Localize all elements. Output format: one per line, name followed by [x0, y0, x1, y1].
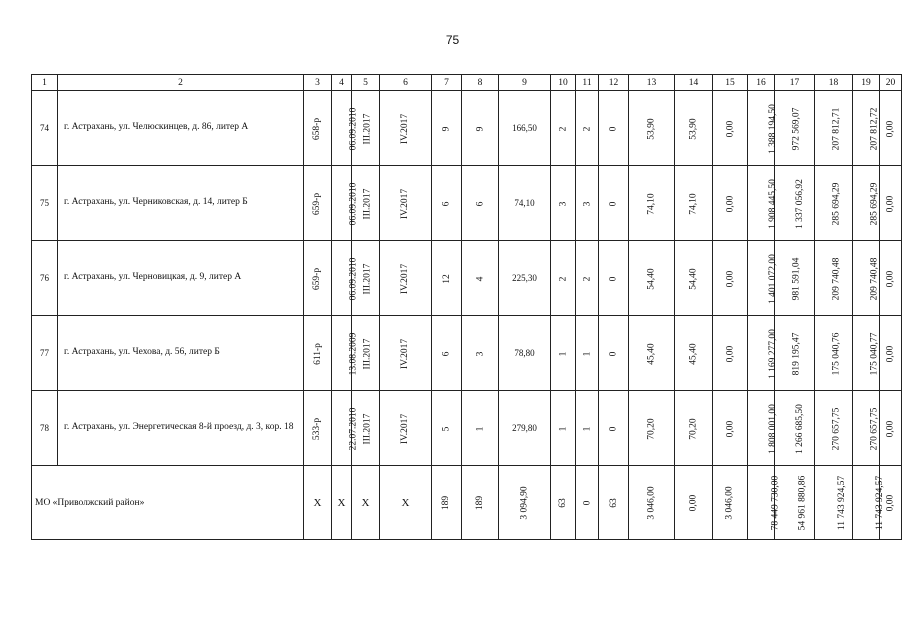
address-cell: г. Астрахань, ул. Черниковская, д. 14, литер Б	[58, 166, 304, 241]
total-value-cell: X	[380, 466, 432, 540]
value-cell	[815, 166, 853, 241]
value-cell-text: 06.09.2010	[348, 107, 359, 150]
value-cell	[432, 91, 462, 166]
value-cell-text: III.2017	[362, 263, 373, 294]
value-cell	[551, 241, 576, 316]
value-cell-text: 285 694,29	[869, 182, 880, 225]
header-row	[32, 75, 902, 91]
value-cell-text: 53,90	[646, 117, 657, 140]
total-value-cell	[713, 466, 748, 540]
value-cell	[775, 391, 815, 466]
value-cell	[713, 316, 748, 391]
value-cell	[713, 91, 748, 166]
value-cell	[576, 316, 599, 391]
value-cell-text: 9	[441, 126, 452, 131]
total-value-cell-text: 0,00	[885, 494, 896, 512]
value-cell-text: 6	[441, 201, 452, 206]
value-cell-text: 270 657,75	[831, 407, 842, 450]
value-cell-text: 1 388 194,50	[767, 103, 778, 154]
column-header: 12	[599, 75, 629, 91]
column-header: 2	[58, 75, 304, 91]
value-cell-text: IV.2017	[400, 113, 411, 144]
value-cell: 74,10	[499, 166, 551, 241]
column-header: 4	[332, 75, 352, 91]
value-cell: 225,30	[499, 241, 551, 316]
column-header: 10	[551, 75, 576, 91]
value-cell-text: 819 195,47	[791, 332, 802, 375]
value-cell	[853, 391, 880, 466]
value-cell	[576, 91, 599, 166]
value-cell-text: 0	[608, 351, 619, 356]
value-cell	[880, 391, 902, 466]
value-cell-text: III.2017	[362, 188, 373, 219]
value-cell	[775, 316, 815, 391]
column-header: 14	[675, 75, 713, 91]
value-cell-text: 54,40	[688, 267, 699, 290]
column-header: 8	[462, 75, 499, 91]
value-cell	[462, 91, 499, 166]
value-cell	[599, 91, 629, 166]
total-value-cell	[551, 466, 576, 540]
value-cell-text: 1	[582, 351, 592, 356]
value-cell-text: 1 169 277,00	[767, 328, 778, 379]
total-value-cell	[775, 466, 815, 540]
column-header: 18	[815, 75, 853, 91]
total-value-cell-text: 0	[582, 500, 592, 506]
value-cell-text: 0,00	[725, 195, 735, 212]
value-cell-text: 0,00	[885, 195, 896, 212]
column-header: 16	[748, 75, 775, 91]
value-cell-text: 175 040,77	[869, 332, 880, 375]
value-cell-text: 74,10	[646, 192, 657, 215]
value-cell	[551, 391, 576, 466]
value-cell-text: IV.2017	[400, 263, 411, 294]
value-cell	[380, 241, 432, 316]
value-cell	[675, 241, 713, 316]
value-cell-text: 53,90	[688, 117, 699, 140]
value-cell	[853, 241, 880, 316]
value-cell	[675, 91, 713, 166]
value-cell-text: 209 740,48	[831, 257, 842, 300]
value-cell	[748, 166, 778, 241]
value-cell	[880, 241, 902, 316]
value-cell-text: III.2017	[362, 413, 373, 444]
table-row	[32, 91, 902, 166]
value-cell-text: 533-р	[312, 417, 323, 440]
value-cell	[675, 316, 713, 391]
value-cell	[432, 166, 462, 241]
address-cell: г. Астрахань, ул. Энергетическая 8-й проезд, д. 3, кор. 18	[58, 391, 304, 466]
value-cell-text: 1 908 445,50	[767, 178, 778, 229]
column-header: 9	[499, 75, 551, 91]
column-header: 7	[432, 75, 462, 91]
value-cell	[576, 166, 599, 241]
address-cell: г. Астрахань, ул. Челюскинцев, д. 86, литер А	[58, 91, 304, 166]
value-cell-text: 972 569,07	[791, 107, 802, 150]
value-cell	[304, 391, 332, 466]
value-cell	[332, 241, 359, 316]
value-cell-text: 207 812,72	[869, 107, 880, 150]
value-cell-text: 1	[558, 351, 568, 356]
value-cell-text: 06.09.2010	[348, 182, 359, 225]
value-cell	[304, 166, 332, 241]
value-cell	[748, 316, 778, 391]
value-cell-text: 2	[558, 276, 568, 281]
value-cell-text: 45,40	[688, 342, 699, 365]
total-value-cell-text: 54 961 880,86	[797, 475, 808, 531]
value-cell	[880, 91, 902, 166]
value-cell-text: 611-р	[312, 342, 323, 365]
value-cell	[775, 241, 815, 316]
value-cell	[629, 91, 675, 166]
total-value-cell	[629, 466, 675, 540]
table-row	[32, 316, 902, 391]
row-number: 74	[32, 91, 58, 166]
total-value-cell-text: 3 094,90	[519, 486, 530, 520]
value-cell	[880, 166, 902, 241]
value-cell	[599, 391, 629, 466]
value-cell-text: 0	[608, 201, 619, 206]
value-cell-text: 981 591,04	[791, 257, 802, 300]
address-cell: г. Астрахань, ул. Чехова, д. 56, литер Б	[58, 316, 304, 391]
total-value-cell	[748, 466, 781, 540]
value-cell	[380, 166, 432, 241]
value-cell	[853, 316, 880, 391]
value-cell	[713, 391, 748, 466]
value-cell	[629, 391, 675, 466]
total-value-cell-text: 11 743 924,57	[837, 475, 848, 531]
value-cell-text: III.2017	[362, 113, 373, 144]
value-cell	[629, 166, 675, 241]
total-value-cell	[675, 466, 713, 540]
value-cell-text: 3	[475, 351, 485, 356]
column-header: 1	[32, 75, 58, 91]
total-label: МО «Приволжский район»	[32, 466, 304, 540]
value-cell-text: 13.08.2009	[348, 332, 359, 375]
value-cell: 78,80	[499, 316, 551, 391]
value-cell-text: IV.2017	[400, 413, 411, 444]
value-cell	[380, 91, 432, 166]
table-row	[32, 391, 902, 466]
address-cell: г. Астрахань, ул. Черновицкая, д. 9, литер А	[58, 241, 304, 316]
value-cell	[432, 391, 462, 466]
value-cell-text: 658-р	[312, 117, 323, 140]
value-cell: 166,50	[499, 91, 551, 166]
value-cell-text: 70,20	[688, 417, 699, 440]
value-cell-text: 9	[475, 126, 485, 131]
value-cell-text: 0,00	[885, 270, 896, 287]
value-cell	[815, 241, 853, 316]
table-row	[32, 166, 902, 241]
total-value-cell-text: 3 046,00	[646, 486, 657, 520]
value-cell-text: 3	[558, 201, 568, 206]
value-cell-text: 0,00	[725, 345, 735, 362]
value-cell	[332, 166, 359, 241]
value-cell-text: 4	[475, 276, 485, 281]
total-value-cell-text: 189	[475, 495, 485, 511]
value-cell-text: 0	[608, 276, 619, 281]
value-cell	[675, 166, 713, 241]
column-header: 6	[380, 75, 432, 91]
value-cell	[332, 316, 359, 391]
table-row	[32, 241, 902, 316]
value-cell	[304, 91, 332, 166]
row-number: 76	[32, 241, 58, 316]
row-number: 78	[32, 391, 58, 466]
total-value-cell-text: 189	[441, 495, 452, 511]
value-cell	[748, 91, 778, 166]
value-cell-text: 1 808 001,00	[767, 403, 778, 454]
value-cell-text: 2	[582, 276, 592, 281]
value-cell-text: 209 740,48	[869, 257, 880, 300]
value-cell-text: 6	[441, 351, 452, 356]
value-cell-text: 45,40	[646, 342, 657, 365]
housing-table	[31, 74, 902, 540]
value-cell	[629, 316, 675, 391]
value-cell	[432, 241, 462, 316]
value-cell-text: 5	[441, 426, 452, 431]
total-value-cell: X	[332, 466, 352, 540]
value-cell	[815, 316, 853, 391]
value-cell	[748, 241, 778, 316]
column-header: 3	[304, 75, 332, 91]
value-cell	[332, 91, 359, 166]
value-cell	[551, 166, 576, 241]
total-value-cell-text: 63	[558, 498, 568, 508]
value-cell-text: 1	[558, 426, 568, 431]
value-cell	[304, 316, 332, 391]
value-cell	[853, 91, 880, 166]
value-cell	[713, 241, 748, 316]
value-cell	[380, 316, 432, 391]
value-cell	[380, 391, 432, 466]
value-cell-text: IV.2017	[400, 188, 411, 219]
total-value-cell	[599, 466, 629, 540]
value-cell-text: 12	[441, 273, 452, 284]
value-cell	[880, 316, 902, 391]
total-value-cell	[853, 466, 886, 540]
value-cell-text: IV.2017	[400, 338, 411, 369]
column-header: 11	[576, 75, 599, 91]
value-cell-text: 1 337 056,92	[794, 178, 805, 229]
value-cell-text: 2	[558, 126, 568, 131]
value-cell-text: 207 812,71	[831, 107, 842, 150]
value-cell-text: III.2017	[362, 338, 373, 369]
value-cell	[599, 241, 629, 316]
value-cell	[599, 166, 629, 241]
total-value-cell: X	[352, 466, 380, 540]
value-cell-text: 22.07.2010	[348, 407, 359, 450]
total-value-cell	[815, 466, 853, 540]
value-cell	[599, 316, 629, 391]
total-value-cell-text: 63	[608, 498, 619, 508]
value-cell-text: 659-р	[312, 192, 323, 215]
value-cell-text: 1 401 072,00	[767, 253, 778, 304]
value-cell-text: 74,10	[688, 192, 699, 215]
row-number: 75	[32, 166, 58, 241]
value-cell	[629, 241, 675, 316]
value-cell-text: 175 040,76	[831, 332, 842, 375]
value-cell	[775, 166, 815, 241]
value-cell-text: 0	[608, 126, 619, 131]
total-value-cell	[462, 466, 499, 540]
value-cell-text: 2	[582, 126, 592, 131]
value-cell	[304, 241, 332, 316]
value-cell	[462, 241, 499, 316]
value-cell-text: 0	[608, 426, 619, 431]
total-value-cell-text: 0,00	[688, 494, 699, 512]
column-header: 5	[352, 75, 380, 91]
total-value-cell	[499, 466, 551, 540]
column-header: 17	[775, 75, 815, 91]
total-value-cell	[432, 466, 462, 540]
value-cell-text: 6	[475, 201, 485, 206]
value-cell	[551, 91, 576, 166]
value-cell	[576, 391, 599, 466]
value-cell-text: 0,00	[725, 120, 735, 137]
value-cell	[551, 316, 576, 391]
value-cell-text: 54,40	[646, 267, 657, 290]
value-cell-text: 0,00	[885, 420, 896, 437]
value-cell	[462, 166, 499, 241]
column-header: 15	[713, 75, 748, 91]
total-row	[32, 466, 902, 540]
value-cell-text: 1	[582, 426, 592, 431]
value-cell-text: 0,00	[885, 345, 896, 362]
column-header: 20	[880, 75, 902, 91]
value-cell-text: 659-р	[312, 267, 323, 290]
column-header: 19	[853, 75, 880, 91]
value-cell-text: 0,00	[885, 120, 896, 137]
value-cell-text: 3	[582, 201, 592, 206]
value-cell-text: 1 266 685,50	[794, 403, 805, 454]
total-value-cell-text: 11 743 924,57	[875, 475, 886, 531]
value-cell	[432, 316, 462, 391]
total-value-cell-text: 78 449 730,00	[770, 475, 781, 531]
value-cell	[332, 391, 359, 466]
row-number: 77	[32, 316, 58, 391]
value-cell	[713, 166, 748, 241]
page-number: 75	[445, 33, 460, 47]
value-cell	[775, 91, 815, 166]
value-cell-text: 0,00	[725, 270, 735, 287]
value-cell-text: 285 694,29	[831, 182, 842, 225]
value-cell	[675, 391, 713, 466]
total-value-cell-text: 3 046,00	[725, 486, 735, 520]
value-cell	[815, 91, 853, 166]
value-cell-text: 0,00	[725, 420, 735, 437]
total-value-cell	[576, 466, 599, 540]
value-cell	[748, 391, 778, 466]
value-cell	[815, 391, 853, 466]
value-cell-text: 1	[475, 426, 485, 431]
column-header: 13	[629, 75, 675, 91]
value-cell	[462, 316, 499, 391]
value-cell: 279,80	[499, 391, 551, 466]
value-cell-text: 270 657,75	[869, 407, 880, 450]
value-cell	[853, 166, 880, 241]
value-cell-text: 70,20	[646, 417, 657, 440]
value-cell	[462, 391, 499, 466]
total-value-cell: X	[304, 466, 332, 540]
value-cell-text: 06.09.2010	[348, 257, 359, 300]
value-cell	[576, 241, 599, 316]
